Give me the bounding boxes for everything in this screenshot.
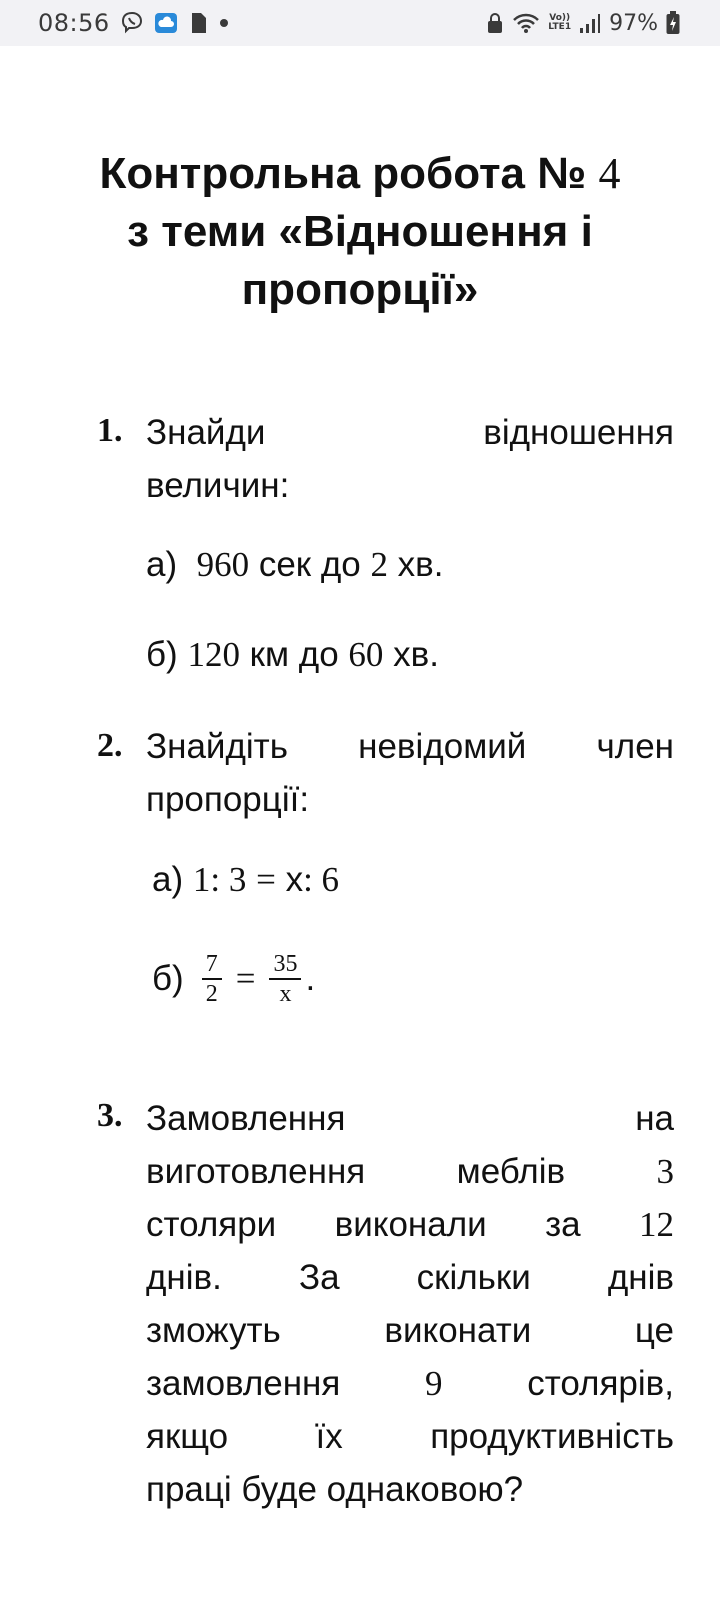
text: сек до (258, 545, 361, 584)
denominator: 2 (205, 981, 218, 1007)
value: 9 (425, 1364, 443, 1403)
value: 2 (370, 545, 388, 584)
word: невідомий (358, 727, 527, 766)
viber-icon (120, 11, 144, 35)
status-time: 08:56 (38, 9, 110, 37)
page-title (40, 145, 680, 319)
word: відношення (483, 413, 674, 452)
cloud-app-icon (154, 11, 178, 35)
word: якщо (146, 1417, 229, 1456)
status-right (486, 0, 680, 46)
volte-indicator (548, 14, 571, 32)
word: на (635, 1099, 674, 1138)
text: хв. (393, 635, 439, 674)
task-1a (146, 545, 444, 585)
period: . (305, 959, 316, 998)
task-2-line (146, 720, 674, 773)
fraction-1 (202, 950, 222, 1008)
title-line-1 (40, 145, 680, 203)
value: 960 (196, 545, 250, 584)
task-2-text (146, 720, 674, 826)
word: виконати (384, 1311, 532, 1350)
lock-icon (486, 12, 504, 34)
task-3-line (146, 1357, 674, 1410)
value: 1: 3 (192, 860, 247, 899)
word: зможуть (146, 1311, 281, 1350)
task-1-text (146, 406, 674, 512)
task-3-line (146, 1251, 674, 1304)
numerator: 35 (273, 951, 298, 977)
word: виконали (334, 1205, 487, 1244)
numerator: 7 (205, 951, 218, 977)
signal-icon (579, 12, 601, 34)
task-3-text (146, 1092, 674, 1516)
battery-percent: 97% (609, 10, 658, 36)
item-label: б) (152, 959, 184, 998)
task-3-line (146, 1410, 674, 1463)
value: 3 (656, 1152, 674, 1191)
unknown: х (285, 860, 304, 899)
title-line-2: з теми «Відношення і (127, 207, 593, 256)
notification-dot-icon (218, 17, 230, 29)
task-2-number: 2. (97, 727, 123, 764)
word: Знайди (146, 413, 266, 452)
value: 60 (348, 635, 384, 674)
word: днів (607, 1258, 674, 1297)
task-1-number: 1. (97, 412, 123, 449)
task-1b (146, 635, 439, 675)
sim-card-icon (188, 11, 208, 35)
text: хв. (397, 545, 444, 584)
word: виготовлення (146, 1152, 366, 1191)
item-label: а) (146, 545, 178, 584)
word: Замовлення (146, 1099, 346, 1138)
word: За (298, 1258, 340, 1297)
title-line-3: пропорції» (241, 265, 479, 314)
word: Знайдіть (146, 727, 288, 766)
task-3-line: праці буде однаковою? (146, 1470, 524, 1509)
task-3-line (146, 1092, 674, 1145)
task-1-line (146, 406, 674, 459)
status-left (38, 0, 230, 46)
title-text: Контрольна робота № (99, 149, 587, 198)
word: меблів (456, 1152, 566, 1191)
word: скільки (416, 1258, 531, 1297)
word: за (545, 1205, 581, 1244)
status-bar (0, 0, 720, 46)
equals: = (256, 860, 276, 899)
denominator: х (279, 981, 292, 1007)
lte-label: LTE1 (548, 22, 572, 32)
word: столяри (146, 1205, 277, 1244)
word: член (596, 727, 674, 766)
task-3-number: 3. (97, 1097, 123, 1134)
equals: = (235, 959, 256, 998)
word: замовлення (146, 1364, 341, 1403)
text: км до (249, 635, 339, 674)
task-2a (152, 860, 339, 900)
word: продуктивність (430, 1417, 674, 1456)
task-3-line (146, 1198, 674, 1251)
item-label: б) (146, 635, 178, 674)
task-2-line: пропорції: (146, 780, 310, 819)
task-3-line (146, 1145, 674, 1198)
volte-label: Vo)) (549, 13, 571, 23)
value: : 6 (303, 860, 340, 899)
fraction-2 (269, 950, 301, 1008)
value: 12 (638, 1205, 674, 1244)
word: столярів, (527, 1364, 674, 1403)
task-3-line (146, 1304, 674, 1357)
word: їх (315, 1417, 343, 1456)
task-2b (152, 950, 315, 1008)
value: 120 (187, 635, 240, 674)
word: днів. (146, 1258, 222, 1297)
task-1-line: величин: (146, 466, 290, 505)
word: це (634, 1311, 674, 1350)
title-number: 4 (598, 149, 621, 198)
wifi-icon (512, 12, 540, 34)
battery-charging-icon (666, 11, 680, 35)
item-label: а) (152, 860, 184, 899)
